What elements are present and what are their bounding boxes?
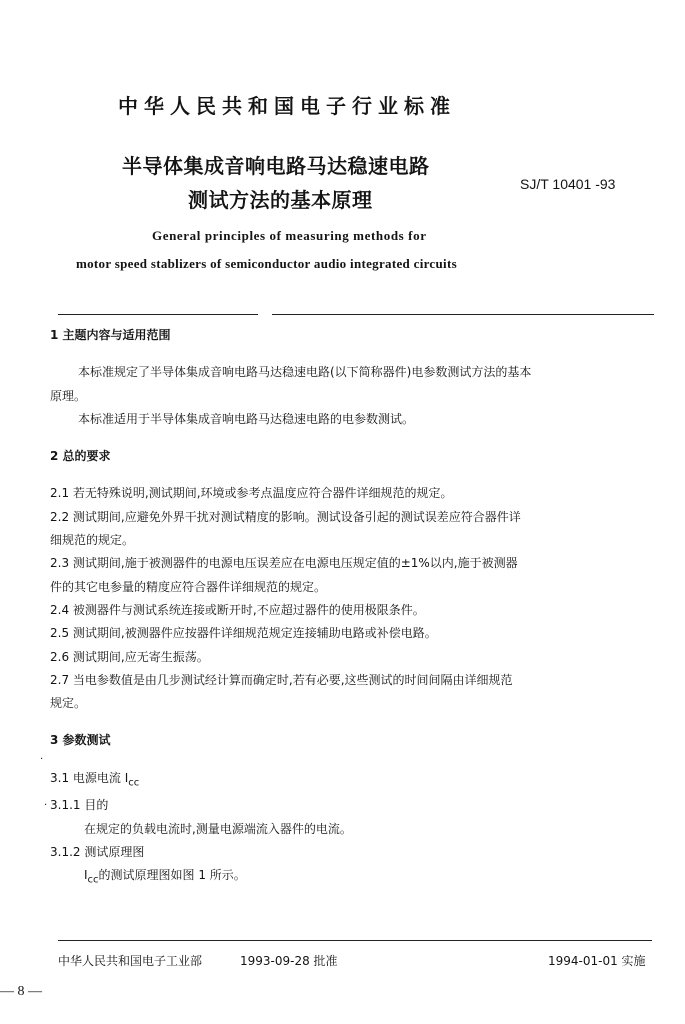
paragraph-line: 原理。 bbox=[50, 388, 87, 403]
clause-3-1-text: 3.1 电源电流 I bbox=[50, 770, 129, 785]
paragraph-line: 本标准规定了半导体集成音响电路马达稳速电路(以下简称器件)电参数测试方法的基本 bbox=[78, 365, 532, 380]
english-title-line-1: General principles of measuring methods for bbox=[152, 228, 427, 243]
industry-standard-header: 中华人民共和国电子行业标准 bbox=[118, 94, 456, 118]
clause-2-3-cont: 件的其它电参量的精度应符合器件详细规范的规定。 bbox=[50, 579, 327, 594]
clause-2-2-cont: 细规范的规定。 bbox=[50, 533, 135, 548]
english-title-line-2: motor speed stablizers of semiconductor audio integrated circuits bbox=[76, 256, 457, 271]
section-heading-3: 3 参数测试 bbox=[50, 733, 111, 748]
implementation-date: 1994-01-01 实施 bbox=[548, 954, 646, 968]
section-heading-1: 1 主题内容与适用范围 bbox=[50, 328, 171, 342]
clause-2-2: 2.2 测试期间,应避免外界干扰对测试精度的影响。测试设备引起的测试误差应符合器件详 bbox=[50, 509, 521, 524]
scan-mark: · bbox=[40, 754, 44, 765]
paragraph-line: 本标准适用于半导体集成音响电路马达稳速电路的电参数测试。 bbox=[78, 411, 415, 426]
clause-2-7-cont: 规定。 bbox=[50, 696, 87, 711]
purpose-text: 在规定的负载电流时,测量电源端流入器件的电流。 bbox=[84, 821, 352, 836]
section-heading-2: 2 总的要求 bbox=[50, 449, 111, 464]
issuing-authority: 中华人民共和国电子工业部 bbox=[58, 954, 203, 968]
clause-3-1 bbox=[50, 767, 656, 795]
clause-2-4: 2.4 被测器件与测试系统连接或断开时,不应超过器件的使用极限条件。 bbox=[50, 602, 425, 617]
clause-2-6: 2.6 测试期间,应无寄生振荡。 bbox=[50, 649, 209, 664]
schematic-reference: $I_{cc}$的测试原理图如图 1 所示。 bbox=[84, 868, 246, 886]
clause-3-1-1: 3.1.1 目的 bbox=[50, 798, 109, 813]
clause-2-7: 2.7 当电参数值是由几步测试经计算而确定时,若有必要,这些测试的时间间隔由详细规范 bbox=[50, 672, 513, 687]
clause-2-5: 2.5 测试期间,被测器件应按器件详细规范规定连接辅助电路或补偿电路。 bbox=[50, 626, 437, 641]
title-divider-right bbox=[272, 314, 654, 315]
title-divider-left bbox=[58, 314, 258, 315]
clause-2-3: 2.3 测试期间,施于被测器件的电源电压误差应在电源电压规定值的±1%以内,施于被测器 bbox=[50, 556, 518, 571]
approval-date: 1993-09-28 批准 bbox=[240, 954, 338, 968]
standard-number: SJ/T 10401 -93 bbox=[520, 176, 616, 192]
document-body bbox=[50, 324, 656, 892]
title-line-2: 测试方法的基本原理 bbox=[188, 188, 373, 212]
title-line-1: 半导体集成音响电路马达稳速电路 bbox=[122, 154, 430, 178]
clause-2-1: 2.1 若无特殊说明,测试期间,环境或参考点温度应符合器件详细规范的规定。 bbox=[50, 486, 453, 501]
scan-mark: · bbox=[44, 800, 48, 811]
icc-subscript: cc bbox=[128, 777, 140, 789]
clause-3-1-2: 3.1.2 测试原理图 bbox=[50, 845, 145, 860]
page-number: — 8 — bbox=[0, 984, 42, 999]
footer-rule bbox=[58, 940, 652, 941]
